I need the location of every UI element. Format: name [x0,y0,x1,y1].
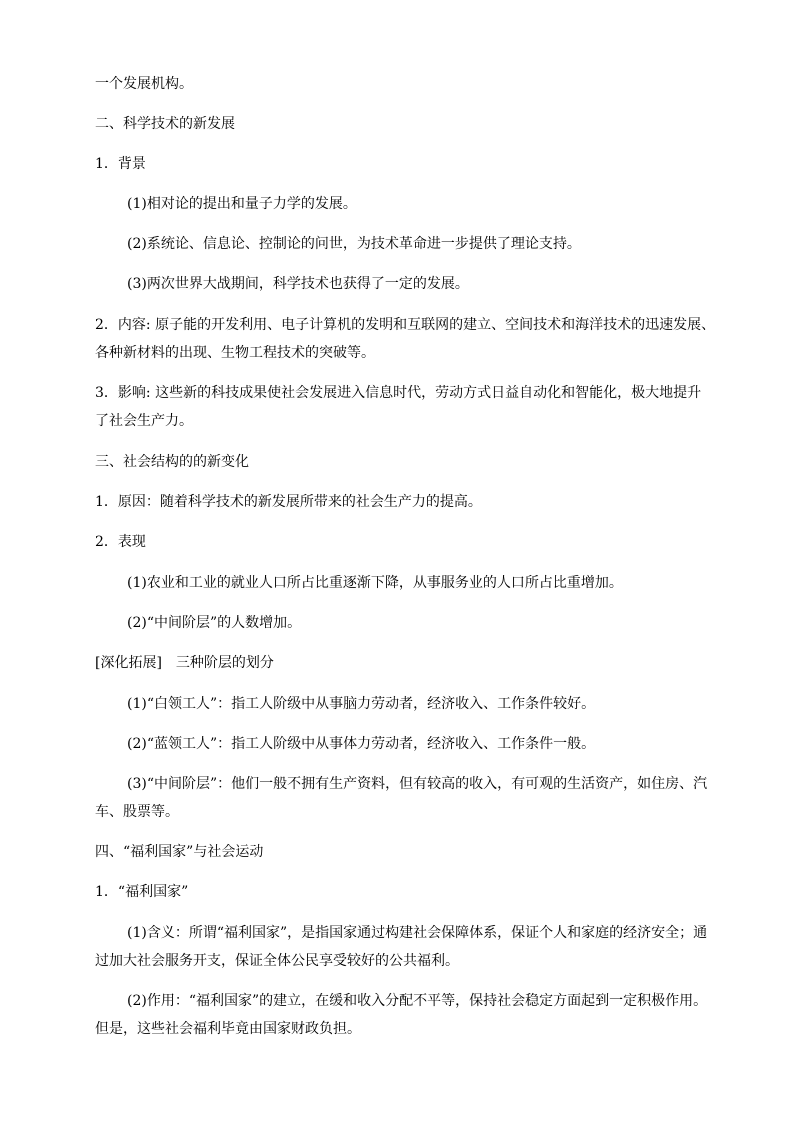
paragraph-line: 1．原因：随着科学技术的新发展所带来的社会生产力的提高。 [95,494,482,510]
list-item: (2)“蓝领工人”：指工人阶级中从事体力劳动者，经济收入、工作条件一般。 [127,736,596,752]
paragraph-line: 2．内容: 原子能的开发利用、电子计算机的发明和互联网的建立、空间技术和海洋技术的迅速发展、 [95,317,716,333]
text-line: 一个发展机构。 [95,76,193,92]
subsection-heading: 2．表现 [95,534,146,550]
section-heading: 四、“福利国家”与社会运动 [95,844,264,860]
subsection-heading: 1．背景 [95,156,146,172]
paragraph-line: 但是，这些社会福利毕竟由国家财政负担。 [95,1021,361,1037]
list-item: (2)“中间阶层”的人数增加。 [127,615,302,631]
list-item: (1)“白领工人”：指工人阶级中从事脑力劳动者，经济收入、工作条件较好。 [127,696,596,712]
list-item: (3)两次世界大战期间，科学技术也获得了一定的发展。 [127,276,469,292]
section-heading: 二、科学技术的新发展 [95,116,235,132]
paragraph-line: 3．影响: 这些新的科技成果使社会发展进入信息时代，劳动方式日益自动化和智能化，极大地提升 [95,385,702,401]
callout-heading: [深化拓展] 三种阶层的划分 [95,655,274,671]
list-item: (1)含义：所谓“福利国家”，是指国家通过构建社会保障体系，保证个人和家庭的经济安全；通 [127,925,708,941]
section-heading: 三、社会结构的的新变化 [95,454,249,470]
paragraph-line: 了社会生产力。 [95,413,193,429]
paragraph-line: 车、股票等。 [95,804,179,820]
subsection-heading: 1．“福利国家” [95,884,189,900]
list-item: (1)农业和工业的就业人口所占比重逐渐下降，从事服务业的人口所占比重增加。 [127,575,623,591]
list-item: (1)相对论的提出和量子力学的发展。 [127,196,357,212]
list-item: (2)作用：“福利国家”的建立，在缓和收入分配不平等，保持社会稳定方面起到一定积极作用。 [127,993,708,1009]
paragraph-line: 各种新材料的出现、生物工程技术的突破等。 [95,345,375,361]
list-item: (2)系统论、信息论、控制论的问世，为技术革命进一步提供了理论支持。 [127,236,581,252]
list-item: (3)“中间阶层”：他们一般不拥有生产资料，但有较高的收入，有可观的生活资产，如住房、汽 [127,776,708,792]
paragraph-line: 过加大社会服务开支，保证全体公民享受较好的公共福利。 [95,953,459,969]
